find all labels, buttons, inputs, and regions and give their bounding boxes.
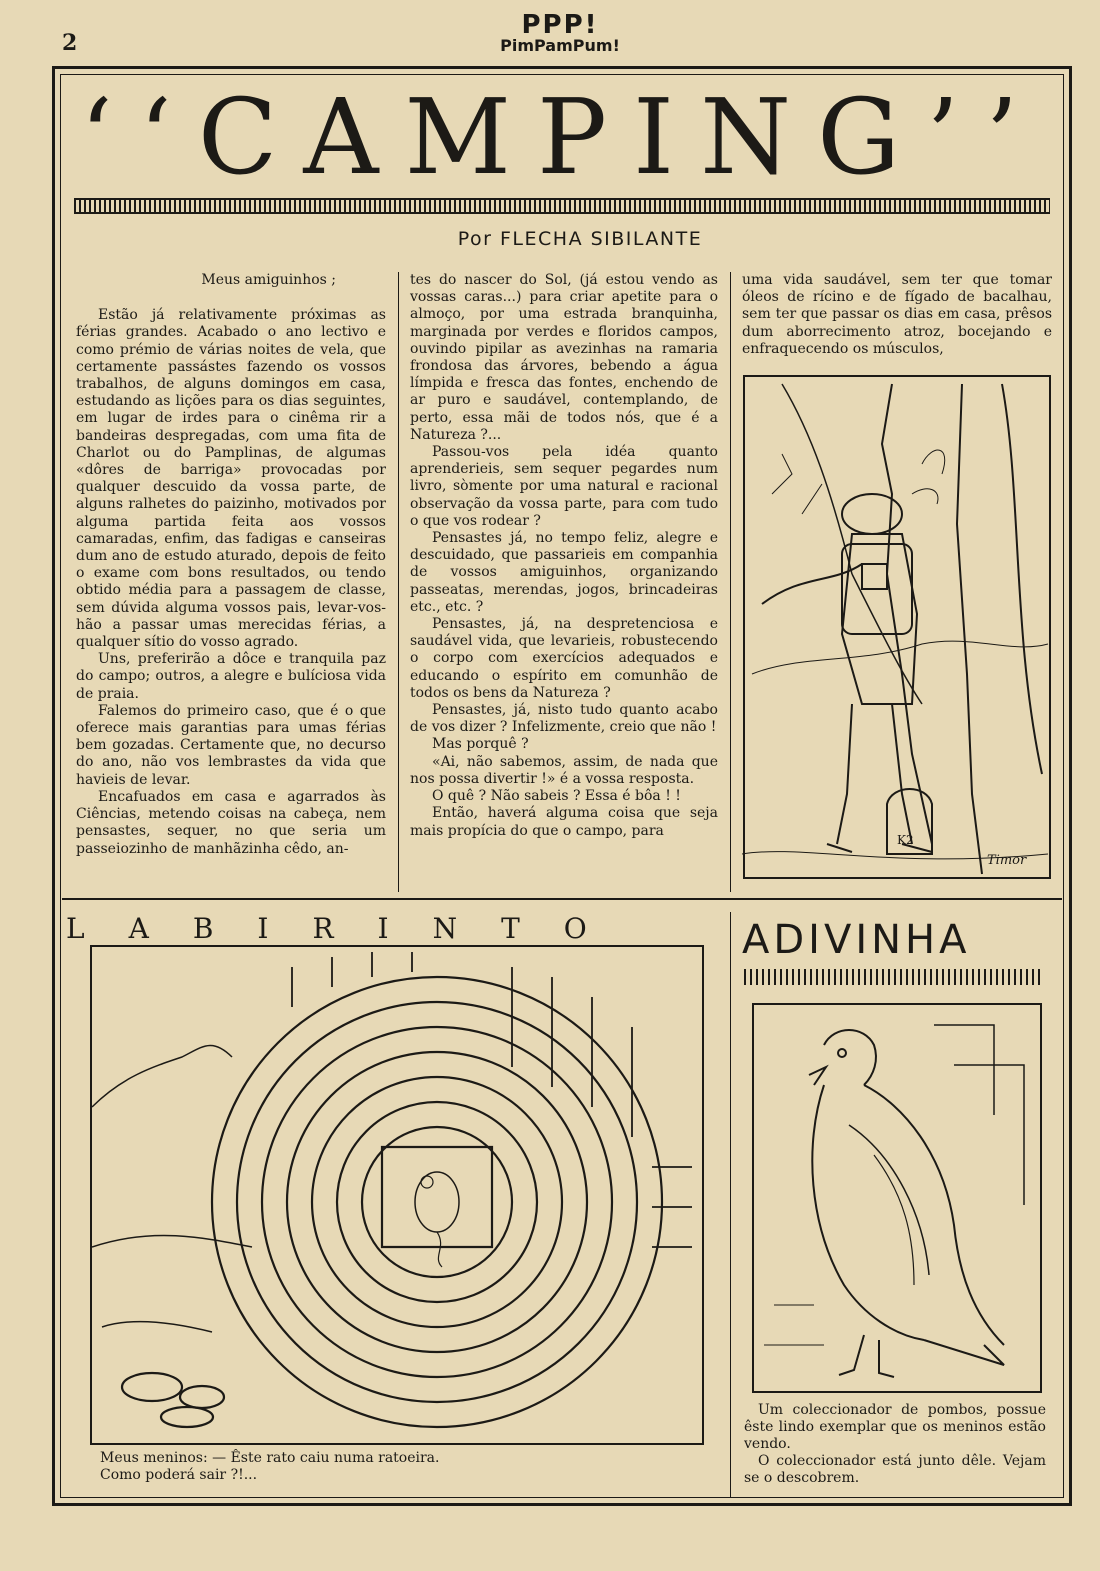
milestone-label: K2 <box>897 833 914 847</box>
maze-title: LABIRINTO <box>66 912 631 945</box>
riddle-title: ADIVINHA <box>742 917 971 963</box>
article-byline: Por FLECHA SIBILANTE <box>457 228 703 250</box>
maze-caption-line: Meus meninos: — Êste rato caiu numa ratoeira. <box>100 1450 440 1466</box>
paragraph: «Ai, não sabemos, assim, de nada que nos possa divertir !» é a vossa resposta. <box>410 753 718 787</box>
paragraph: Uns, preferirão a dôce e tranquila paz do campo; outros, a alegre e bulíciosa vida de praia. <box>76 651 386 702</box>
paragraph: Estão já relativamente próximas as férias grandes. Acabado o ano lectivo e como prémio de várias noites de vela, que certamente passástes fazendo os vossos trabalhos, de alguns domingos em casa, estudando as lições para os dias seguintes, em lugar de irdes para o cinêma rir a bandeiras despregadas, com uma fita de Charlot ou do Pamplinas, de algumas «dôres de barriga» provocadas por qualquer descuido da vossa parte, de alguns ralhetes do paizinho, motivados por alguma partida feita aos vossos camaradas, enfim, das fadigas e canseiras dum ano de estudo aturado, depois de feito o exame com bons resultados, ou tendo obtido média para a passagem de classe, sem dúvida alguma vossos pais, levar-vos-hão a passar umas merecidas férias, a qualquer sítio do vosso agrado. <box>76 307 386 651</box>
illustration-signature: Timor <box>987 853 1027 868</box>
paragraph: Pensastes, já, na despretenciosa e saudável vida, que levarieis, robustecendo o corpo com exercícios adequados e educando o espírito em comunhão de todos os bens da Natureza ? <box>410 616 718 701</box>
hiker-illustration <box>742 374 1052 880</box>
pigeon-drawing <box>754 1005 1040 1391</box>
riddle-text <box>744 1402 1046 1487</box>
salutation: Meus amiguinhos ; <box>201 272 336 288</box>
title-rule <box>74 198 1050 214</box>
article-column-1 <box>76 272 386 858</box>
paragraph: Mas porquê ? <box>432 736 529 753</box>
maze-caption-line: Como poderá sair ?!... <box>100 1467 258 1483</box>
column-divider <box>398 272 399 892</box>
section-divider-vertical <box>730 912 731 1498</box>
paragraph: Então, haverá alguma coisa que seja mais propícia do que o campo, para <box>410 805 718 839</box>
page-number: 2 <box>62 30 78 56</box>
paragraph: tes do nascer do Sol, (já estou vendo as vossas caras...) para criar apetite para o almoço, por uma estrada branquinha, marginada por verdes e floridos campos, ouvindo pipilar as avezinhas na ramaria frondosa das árvores, bebendo a água límpida e fresca das fontes, enchendo de ar puro e saudável, contemplando, de perto, essa mãi de todos nós, que é a Natureza ?... <box>410 272 718 443</box>
riddle-title-rule <box>744 969 1044 985</box>
paragraph: Pensastes, já, nisto tudo quanto acabo de vos dizer ? Infelizmente, creio que não ! <box>410 702 718 736</box>
paragraph: Falemos do primeiro caso, que é o que oferece mais garantias para umas férias bem gozadas. Certamente que, no decurso do ano, não vos lembrastes da vida que havieis de levar. <box>76 702 386 788</box>
masthead-logo-top: PPP! <box>521 10 599 40</box>
paragraph: Passou-vos pela idéa quanto aprenderieis, sem sequer pegardes num livro, sòmente por uma natural e racional observação da vossa parte, para com tudo o que vos rodear ? <box>410 444 718 529</box>
masthead-logo-bottom: PimPamPum! <box>500 36 620 55</box>
article-title: ‘‘CAMPING’’ <box>79 76 1045 198</box>
masthead-logo <box>490 12 630 56</box>
paragraph: Encafuados em casa e agarrados às Ciências, metendo coisas na cabeça, nem pensastes, sequer, no que seria um passeiozinho de manhãzinha cêdo, an- <box>76 788 386 857</box>
pigeon-illustration <box>752 1003 1042 1393</box>
maze-caption <box>100 1450 700 1484</box>
column-divider <box>730 272 731 892</box>
maze-drawing <box>92 947 702 1443</box>
article-column-3 <box>742 272 1052 358</box>
article-column-2 <box>410 272 718 840</box>
paragraph: O coleccionador está junto dêle. Vejam se o descobrem. <box>744 1453 1046 1486</box>
paragraph: Um coleccionador de pombos, possue êste lindo exemplar que os meninos estão vendo. <box>744 1402 1046 1452</box>
paragraph: O quê ? Não sabeis ? Essa é bôa ! ! <box>432 788 681 805</box>
maze-illustration <box>90 945 704 1445</box>
paragraph: Pensastes já, no tempo feliz, alegre e descuidado, que passarieis em companhia de vossos amiguinhos, organizando passeatas, merendas, jogos, brincadeiras etc., etc. ? <box>410 530 718 615</box>
section-divider <box>62 898 1062 900</box>
paragraph: uma vida saudável, sem ter que tomar óleos de rícino e de fígado de bacalhau, sem ter que passar os dias em casa, prêsos dum aborrecimento atroz, bocejando e enfraquecendo os músculos, <box>742 272 1052 357</box>
